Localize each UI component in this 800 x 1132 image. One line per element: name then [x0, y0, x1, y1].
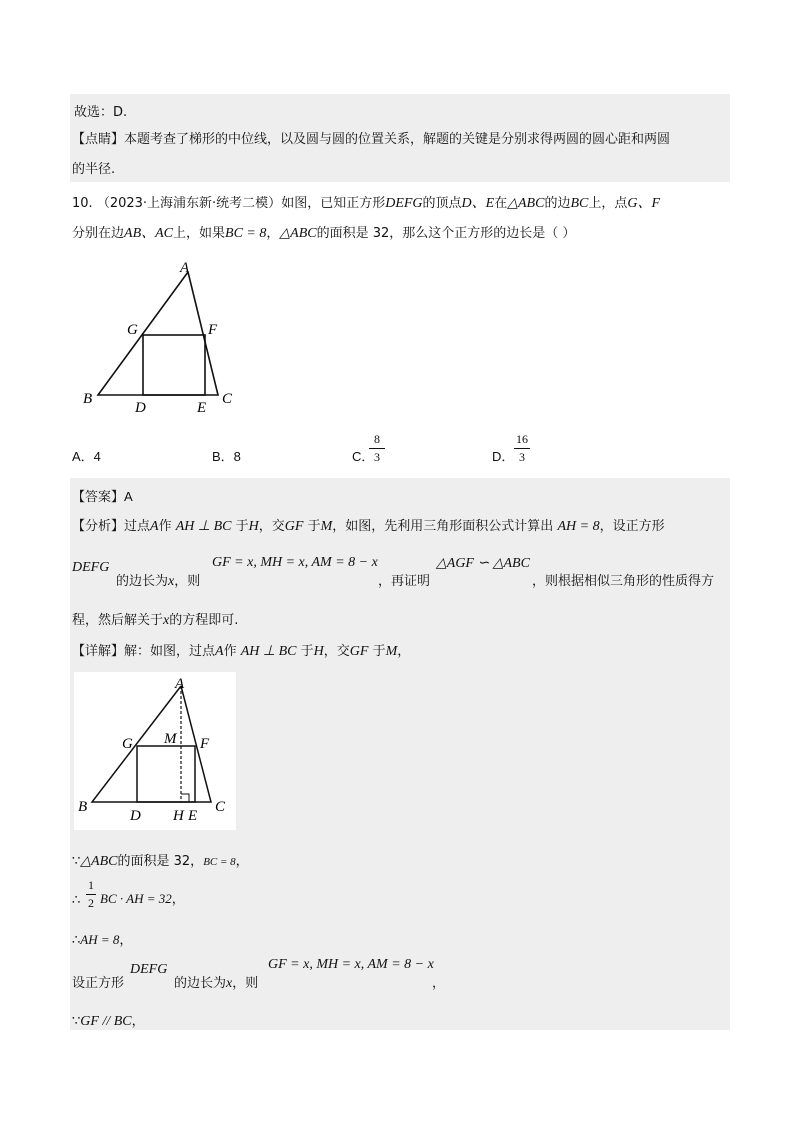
q-math-de: D、E	[461, 196, 495, 211]
q-math-triangle: △ABC	[507, 196, 545, 211]
analysis-line-2d	[532, 570, 714, 589]
an-text: 于	[235, 519, 249, 534]
q-math-bc8: BC = 8	[225, 226, 267, 241]
an-text: 作	[158, 519, 172, 534]
answer-tag: 【答案】	[72, 490, 125, 505]
option-a[interactable]	[72, 446, 101, 465]
option-c-num: 8	[374, 432, 380, 446]
figure-2-triangle-square-altitude	[74, 672, 236, 830]
de-text: ，	[397, 644, 411, 659]
answer-value: A	[124, 489, 133, 504]
step-4a	[72, 972, 124, 991]
an-text: 的方程即可.	[169, 613, 239, 628]
an-text: ，如图，先利用三角形面积公式计算出	[332, 519, 554, 534]
q-text: 的边	[544, 196, 571, 211]
de-math: A	[215, 644, 224, 659]
option-a-value: 4	[93, 449, 101, 464]
step-math: BC · AH = 32	[100, 891, 172, 906]
label-e: E	[197, 400, 207, 416]
an-text: 于	[307, 519, 321, 534]
an-math: AH = 8	[557, 519, 600, 534]
an-text: ，则	[174, 574, 201, 589]
label-b-2: B	[78, 799, 88, 815]
step-4-square: DEFG	[130, 962, 168, 977]
therefore-symbol: ∴	[72, 933, 81, 948]
step-text: ，则	[232, 976, 259, 991]
an-math: x	[163, 613, 170, 628]
label-g: G	[127, 322, 138, 338]
q-text: 的顶点	[422, 196, 462, 211]
option-c-fraction	[367, 432, 387, 465]
an-math: H	[248, 519, 259, 534]
q-math-square: DEFG	[385, 196, 423, 211]
q-text: 分别在边	[72, 226, 125, 241]
step-1	[72, 850, 249, 870]
de-text: 于	[300, 644, 314, 659]
comment-line-1	[72, 128, 670, 147]
analysis-line-2	[72, 560, 109, 576]
q-math-gf: G、F	[627, 196, 661, 211]
step-text: 的面积是 32，	[117, 854, 204, 869]
step-text: ，	[235, 854, 249, 869]
de-math: AH ⊥ BC	[240, 644, 297, 659]
analysis-line-1	[72, 515, 665, 535]
de-text: 作	[223, 644, 237, 659]
an-math: AH ⊥ BC	[175, 519, 232, 534]
step-math: BC = 8	[203, 856, 236, 868]
option-d-den: 3	[519, 450, 525, 464]
option-b-value: 8	[233, 449, 241, 464]
right-angle-mark	[181, 794, 189, 802]
step-2-num: 1	[88, 878, 94, 892]
step-text: ，	[131, 1014, 145, 1029]
an-math: x	[168, 574, 175, 589]
option-d-num: 16	[516, 432, 528, 446]
label-g-2: G	[122, 736, 133, 752]
q-text: 的面积是 32，那么这个正方形的边长是（ ）	[316, 226, 576, 241]
step-math: AH = 8	[80, 932, 120, 947]
option-c-den: 3	[374, 450, 380, 464]
an-text: ，再证明	[378, 574, 431, 589]
step-2	[100, 888, 185, 907]
detail-tag: 【详解】	[72, 644, 125, 659]
de-text: ，交	[323, 644, 350, 659]
label-b: B	[83, 391, 93, 407]
analysis-line-2b	[116, 570, 200, 590]
an-text: ，设正方形	[599, 519, 665, 534]
label-f: F	[208, 322, 218, 338]
step-2-den: 2	[88, 896, 94, 910]
analysis-line-3	[72, 609, 238, 629]
de-text: 于	[372, 644, 386, 659]
step-text: ，	[432, 976, 446, 991]
an-text: 的边长为	[116, 574, 169, 589]
triangle-abc	[98, 272, 218, 395]
question-line-2	[72, 222, 575, 242]
because-symbol: ∵	[72, 854, 81, 869]
label-e-2: E	[188, 808, 198, 824]
label-f-2: F	[200, 736, 210, 752]
de-text: 解：如图，过点	[124, 644, 216, 659]
label-m-2: M	[164, 731, 177, 747]
option-d-fraction	[512, 432, 532, 465]
triangle-abc-2	[92, 686, 211, 802]
analysis-tag: 【分析】	[72, 519, 125, 534]
label-c: C	[222, 391, 233, 407]
step-text: ，	[119, 933, 133, 948]
q-text: 上，如果	[173, 226, 226, 241]
analysis-similar: △AGF ∽ △ABC	[436, 556, 530, 571]
comment-line-2: 的半径.	[72, 162, 116, 177]
option-b-label: B．	[212, 449, 234, 464]
because-symbol: ∵	[72, 1014, 81, 1029]
an-text: 程，然后解关于	[72, 613, 164, 628]
de-math: H	[313, 644, 324, 659]
an-math: A	[150, 519, 159, 534]
question-number: 10.	[72, 196, 93, 211]
label-a: A	[180, 260, 190, 276]
answer-line: 故选：D.	[74, 105, 128, 120]
option-d-label: D．	[492, 449, 515, 464]
question-source: （2023·上海浦东新·统考二模）	[96, 196, 282, 211]
step-text: 的边长为	[174, 976, 227, 991]
q-text: 在	[494, 196, 508, 211]
detail-line-1	[72, 640, 410, 660]
an-math: GF	[284, 519, 304, 534]
q-text: ，	[266, 226, 280, 241]
an-text: ，则根据相似三角形的性质得方	[532, 574, 715, 589]
q-text: 上，点	[588, 196, 628, 211]
analysis-expr: GF = x, MH = x, AM = 8 − x	[212, 555, 378, 570]
step-text: ，	[171, 892, 185, 907]
step-math: x	[226, 976, 233, 991]
analysis-line-2c	[378, 570, 430, 589]
option-a-label: A．	[72, 449, 94, 464]
q-math-ab-ac: AB、AC	[124, 226, 174, 241]
step-4d	[432, 972, 445, 991]
figure-1-triangle-square	[75, 255, 250, 420]
step-math: △ABC	[80, 854, 118, 869]
q-math-bc: BC	[570, 196, 589, 211]
label-d-2: D	[130, 808, 141, 824]
step-5	[72, 1010, 145, 1030]
comment-tag: 【点睛】	[72, 132, 125, 147]
step-text: 设正方形	[72, 976, 125, 991]
de-math: GF	[349, 644, 369, 659]
q-math-triangle: △ABC	[279, 226, 317, 241]
step-4b	[174, 972, 258, 992]
an-math: M	[320, 519, 333, 534]
option-c-label: C．	[352, 449, 375, 464]
step-3	[72, 929, 132, 948]
square-defg	[143, 335, 205, 395]
label-d: D	[135, 400, 146, 416]
step-2-fraction	[84, 878, 98, 911]
an-text: 过点	[124, 519, 151, 534]
step-4-expr: GF = x, MH = x, AM = 8 − x	[268, 957, 434, 972]
label-c-2: C	[215, 799, 226, 815]
label-a-2: A	[175, 676, 185, 692]
comment-text-1: 本题考查了梯形的中位线，以及圆与圆的位置关系，解题的关键是分别求得两圆的圆心距和两圆	[124, 132, 671, 147]
an-text: ，交	[258, 519, 285, 534]
label-h-2: H	[173, 808, 184, 824]
de-math: M	[385, 644, 398, 659]
option-b[interactable]	[212, 446, 241, 465]
q-text: 如图，已知正方形	[281, 196, 386, 211]
an-math: DEFG	[72, 560, 110, 575]
step-math: GF // BC	[80, 1014, 132, 1029]
question-line-1	[72, 192, 660, 212]
step-2-symbol: ∴	[72, 893, 81, 908]
answer-line	[72, 486, 133, 505]
